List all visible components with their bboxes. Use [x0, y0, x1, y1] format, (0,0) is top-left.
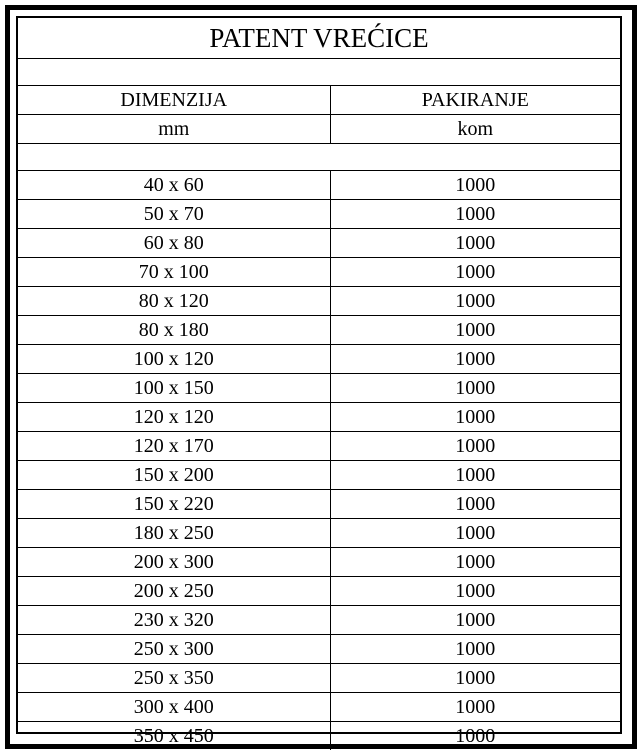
dimension-cell: 200 x 250 [18, 577, 330, 606]
dimension-cell: 250 x 300 [18, 635, 330, 664]
table-row [18, 693, 620, 722]
packaging-cell: 1000 [330, 490, 620, 519]
dimension-cell: 150 x 220 [18, 490, 330, 519]
unit-packaging: kom [330, 115, 620, 144]
packaging-table [18, 18, 620, 750]
packaging-cell: 1000 [330, 345, 620, 374]
table-row [18, 403, 620, 432]
dimension-cell: 80 x 120 [18, 287, 330, 316]
table-row [18, 490, 620, 519]
spacer-cell [18, 59, 620, 86]
packaging-cell: 1000 [330, 548, 620, 577]
header-dimension: DIMENZIJA [18, 86, 330, 115]
dimension-cell: 150 x 200 [18, 461, 330, 490]
table-frame [16, 16, 622, 747]
dimension-cell: 250 x 350 [18, 664, 330, 693]
spacer-cell [18, 144, 620, 171]
dimension-cell: 80 x 180 [18, 316, 330, 345]
packaging-cell: 1000 [330, 664, 620, 693]
table-row [18, 200, 620, 229]
header-row [18, 86, 620, 115]
packaging-cell: 1000 [330, 403, 620, 432]
table-row [18, 548, 620, 577]
unit-row [18, 115, 620, 144]
dimension-cell: 350 x 450 [18, 722, 330, 751]
dimension-cell: 230 x 320 [18, 606, 330, 635]
packaging-cell: 1000 [330, 258, 620, 287]
dimension-cell: 120 x 120 [18, 403, 330, 432]
packaging-cell: 1000 [330, 606, 620, 635]
dimension-cell: 100 x 120 [18, 345, 330, 374]
unit-dimension: mm [18, 115, 330, 144]
table-row [18, 635, 620, 664]
table-row [18, 345, 620, 374]
header-packaging: PAKIRANJE [330, 86, 620, 115]
table-row [18, 606, 620, 635]
table-row [18, 258, 620, 287]
table-row [18, 722, 620, 751]
dimension-cell: 40 x 60 [18, 171, 330, 200]
table-row [18, 316, 620, 345]
packaging-cell: 1000 [330, 374, 620, 403]
table-row [18, 171, 620, 200]
table-title: PATENT VREĆICE [18, 18, 620, 59]
packaging-cell: 1000 [330, 171, 620, 200]
dimension-cell: 300 x 400 [18, 693, 330, 722]
packaging-cell: 1000 [330, 200, 620, 229]
table-row [18, 374, 620, 403]
spacer-row [18, 144, 620, 171]
dimension-cell: 180 x 250 [18, 519, 330, 548]
packaging-cell: 1000 [330, 287, 620, 316]
table-row [18, 432, 620, 461]
table-row [18, 664, 620, 693]
table-row [18, 577, 620, 606]
table-row [18, 519, 620, 548]
table-row [18, 461, 620, 490]
packaging-cell: 1000 [330, 519, 620, 548]
dimension-cell: 120 x 170 [18, 432, 330, 461]
dimension-cell: 200 x 300 [18, 548, 330, 577]
dimension-cell: 100 x 150 [18, 374, 330, 403]
table-row [18, 287, 620, 316]
dimension-cell: 60 x 80 [18, 229, 330, 258]
packaging-cell: 1000 [330, 693, 620, 722]
packaging-cell: 1000 [330, 635, 620, 664]
dimension-cell: 50 x 70 [18, 200, 330, 229]
packaging-cell: 1000 [330, 229, 620, 258]
packaging-cell: 1000 [330, 461, 620, 490]
packaging-cell: 1000 [330, 432, 620, 461]
packaging-cell: 1000 [330, 316, 620, 345]
title-row [18, 18, 620, 59]
document-frame [5, 5, 637, 749]
dimension-cell: 70 x 100 [18, 258, 330, 287]
spacer-row [18, 59, 620, 86]
packaging-cell: 1000 [330, 722, 620, 751]
packaging-cell: 1000 [330, 577, 620, 606]
table-row [18, 229, 620, 258]
